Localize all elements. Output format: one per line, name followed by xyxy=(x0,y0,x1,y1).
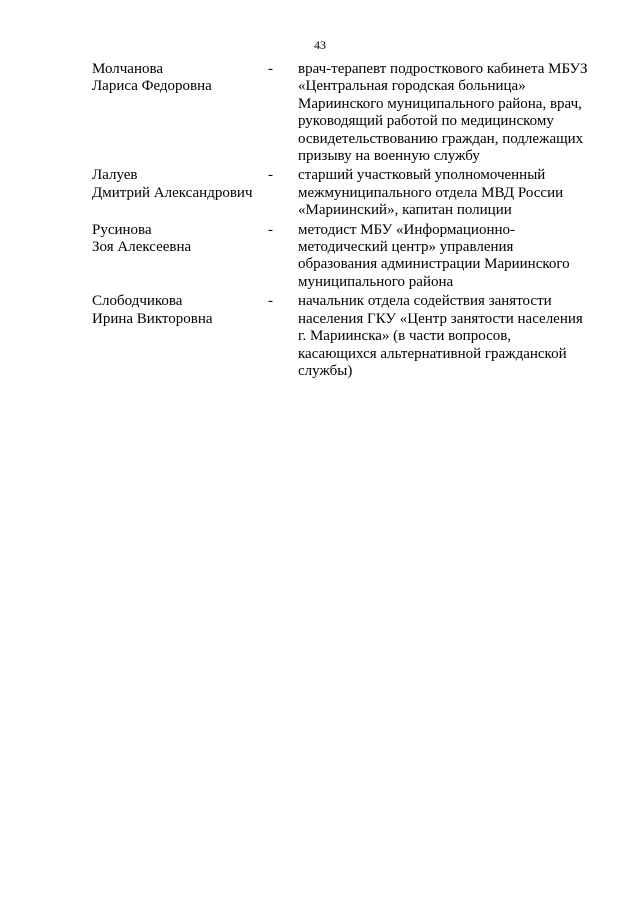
member-surname: Слободчикова xyxy=(92,293,183,310)
member-entry xyxy=(92,61,602,165)
position-line: Мариинского муниципального района, врач, xyxy=(298,95,582,112)
position-line: населения ГКУ «Центр занятости населения xyxy=(298,310,583,327)
member-surname: Молчанова xyxy=(92,61,164,77)
member-list xyxy=(92,61,602,380)
member-given-names: Ирина Викторовна xyxy=(92,310,213,327)
member-position xyxy=(298,222,598,292)
separator-dash: - xyxy=(268,293,273,310)
position-line: службы) xyxy=(298,362,353,379)
position-line: врач-терапевт подросткового кабинета МБУЗ xyxy=(298,61,588,77)
separator-dash: - xyxy=(268,61,273,77)
separator-dash: - xyxy=(268,167,273,184)
member-position xyxy=(298,293,598,380)
position-line: призыву на военную службу xyxy=(298,148,480,165)
position-line: межмуниципального отдела МВД России xyxy=(298,184,564,201)
member-name xyxy=(92,167,268,202)
position-line: освидетельствованию граждан, подлежащих xyxy=(298,130,584,147)
member-surname: Русинова xyxy=(92,221,152,238)
member-entry xyxy=(92,293,602,380)
position-line: «Мариинский», капитан полиции xyxy=(298,202,512,219)
position-line: начальник отдела содействия занятости xyxy=(298,293,552,310)
position-line: руководящий работой по медицинскому xyxy=(298,113,554,130)
member-position xyxy=(298,61,598,165)
position-line: образования администрации Мариинского xyxy=(298,256,570,273)
position-line: касающихся альтернативной гражданской xyxy=(298,345,567,362)
member-name xyxy=(92,293,268,328)
member-given-names: Зоя Алексеевна xyxy=(92,239,192,256)
member-name xyxy=(92,222,268,257)
position-line: методический центр» управления xyxy=(298,239,514,256)
member-position xyxy=(298,167,598,219)
member-entry xyxy=(92,222,602,292)
position-line: методист МБУ «Информационно- xyxy=(298,221,515,238)
member-given-names: Дмитрий Александрович xyxy=(92,184,253,201)
member-given-names: Лариса Федоровна xyxy=(92,78,212,95)
separator-dash: - xyxy=(268,221,273,238)
position-line: муниципального района xyxy=(298,273,454,290)
member-entry xyxy=(92,167,602,219)
position-line: г. Мариинска» (в части вопросов, xyxy=(298,328,512,345)
position-line: «Центральная городская больница» xyxy=(298,78,526,95)
member-surname: Лалуев xyxy=(92,167,138,184)
page-number: 43 xyxy=(314,38,326,52)
member-name xyxy=(92,61,268,96)
position-line: старший участковый уполномоченный xyxy=(298,167,546,184)
